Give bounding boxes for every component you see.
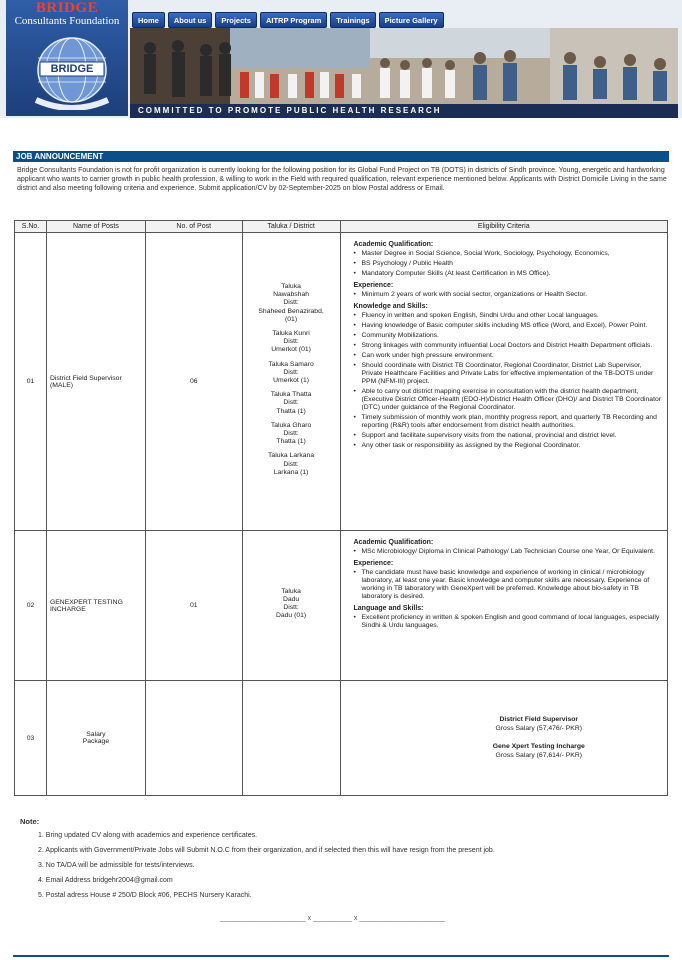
criteria-list: [354, 548, 665, 556]
criteria-item: • Strong linkages with community influential Local Doctors and District Health Department officials.: [354, 342, 665, 350]
col-name-of-posts: Name of Posts: [46, 221, 145, 233]
header-photo-banner: [130, 28, 678, 104]
criteria-item: • Excellent proficiency in written & spoken English and good command of local languages, especially Sindhi & Urdu languages.: [354, 614, 665, 630]
row-sno: 03: [15, 681, 47, 796]
criteria-list: [354, 312, 665, 450]
district-line: Dadu (01): [275, 612, 307, 620]
tagline: COMMITTED TO PROMOTE PUBLIC HEALTH RESEARCH: [138, 106, 442, 115]
district-line: Umerkot (1): [273, 377, 310, 384]
brand-title: BRIDGE: [35, 0, 99, 16]
district-block: [246, 422, 337, 447]
district-line: Distt:: [283, 430, 299, 438]
criteria-section-title: Academic Qualification:: [353, 539, 434, 546]
criteria-item: • Able to carry out district mapping exercise in consultation with the district health department, (Executive District Officer-Health (EDO-H)/District Health Officer (DHO)/ and District TB Coordinator (DTC) under guidance of the Regional Coordinator.: [354, 388, 665, 412]
salary-title: District Field Supervisor: [499, 716, 579, 723]
criteria-list: [354, 250, 665, 278]
district-line: Distt:: [283, 338, 299, 346]
note-item: 2. Applicants with Government/Private Jobs will Submit N.O.C from their organization, and if selected then this will have resign from the present job.: [38, 847, 495, 854]
district-line: Shaheed Benazirabd,: [258, 307, 324, 315]
salary-package-label: Salary Package: [82, 731, 110, 745]
district-line: Distt:: [283, 460, 299, 468]
notes-title: Note:: [20, 817, 40, 826]
col-no-of-post: No. of Post: [145, 221, 242, 233]
district-line: Umerkot (01): [271, 346, 311, 354]
district-block: [246, 361, 337, 386]
district-line: Thatta (1): [276, 407, 306, 415]
salary-title: Gene Xpert Testing Incharge: [492, 743, 585, 750]
district-block: [246, 283, 337, 324]
salary-amount: Gross Salary (57,476/- PKR): [495, 724, 582, 732]
district-line: Taluka: [281, 587, 301, 595]
district-line: Thatta (1): [276, 438, 306, 446]
criteria-item: • Minimum 2 years of work with social sector, organizations or Health Sector.: [354, 291, 665, 299]
table-header-row: [15, 221, 668, 233]
row-sno: 01: [15, 233, 47, 531]
nav-about-us[interactable]: About us: [168, 12, 213, 28]
row-post-count-empty: [145, 681, 242, 796]
criteria-section-title: Knowledge and Skills:: [353, 303, 428, 310]
row-eligibility: [340, 531, 668, 681]
criteria-item: • BS Psychology / Public Health: [354, 260, 665, 268]
salary-amount: Gross Salary (67,614/- PKR): [495, 751, 582, 759]
signature-line: ______________________ x __________ x ______________________: [220, 915, 446, 922]
district-line: Taluka Kunri: [272, 329, 310, 337]
district-line: Taluka Samaro: [268, 360, 314, 368]
table-row: [15, 681, 668, 796]
table-row: [15, 233, 668, 531]
main-nav: [132, 12, 468, 28]
criteria-item: • Timely submission of monthly work plan, monthly progress report, and quarterly TB Recording and reporting (R&R) tools after endorsement from district health authorities.: [354, 414, 665, 430]
row-districts: [242, 531, 340, 681]
criteria-list: [354, 291, 665, 299]
district-line: Larkana (1): [273, 468, 309, 476]
row-districts: [242, 233, 340, 531]
criteria-section-title: Academic Qualification:: [353, 241, 434, 248]
nav-picture-gallery[interactable]: Picture Gallery: [379, 12, 444, 28]
criteria-item: • Should coordinate with District TB Coordinator, Regional Coordinator, District Lab Supervisor, Private Healthcare Facilities and Private Labs for effective implementation of the TB-DOTS under PPM (NFM-III) project.: [354, 362, 665, 386]
footer-divider: [13, 955, 669, 957]
salary-block: [414, 716, 665, 760]
district-block: [246, 391, 337, 416]
table-row: [15, 531, 668, 681]
district-block: [246, 588, 337, 621]
job-announcement-heading: JOB ANNOUNCEMENT: [16, 152, 104, 161]
district-line: Dadu: [282, 595, 300, 603]
row-post-count: 06: [145, 233, 242, 531]
group-photo-image: [130, 28, 678, 104]
col-eligibility-criteria: Eligibility Criteria: [340, 221, 668, 233]
district-line: Distt:: [283, 368, 299, 376]
criteria-item: • Having knowledge of Basic computer skills including MS office (Word, and Excel), Power Point.: [354, 322, 665, 330]
criteria-item: • The candidate must have basic knowledge and experience of working in clinical / microbiology laboratory, at least one year. Basic knowledge and computer skills are necessary. Experience of working in TB laboratory with GeneXpert will be preferred. Knowledge about bio-safety in TB laboratory is desired.: [354, 569, 665, 601]
note-item-email[interactable]: 4. Email Address bridgehr2004@gmail.com: [38, 877, 173, 884]
district-line: Distt:: [283, 399, 299, 407]
nav-aitrp-program[interactable]: AITRP Program: [260, 12, 327, 28]
nav-trainings[interactable]: Trainings: [330, 12, 375, 28]
row-sno: 02: [15, 531, 47, 681]
district-line: Taluka Larkana: [268, 452, 315, 460]
brand-logo[interactable]: [6, 0, 128, 116]
row-post-count: 01: [145, 531, 242, 681]
note-item: 5. Postal adress House # 250/D Block #06, PECHS Nursery Karachi.: [38, 892, 252, 899]
district-block: [246, 330, 337, 355]
district-line: Taluka: [281, 282, 301, 290]
criteria-item: • MSc Microbiology/ Diploma in Clinical Pathology/ Lab Technician Course one Year, Or Equivalent.: [354, 548, 665, 556]
job-announcement-bar: [13, 151, 669, 162]
note-item: 1. Bring updated CV along with academics and experience certificates.: [38, 832, 258, 839]
col-sno: S.No.: [15, 221, 47, 233]
district-line: Distt:: [283, 299, 299, 307]
row-eligibility: [340, 233, 668, 531]
criteria-list: [354, 569, 665, 601]
criteria-item: • Master Degree in Social Science, Social Work, Sociology, Psychology, Economics,: [354, 250, 665, 258]
district-line: Taluka Thatta: [270, 391, 312, 399]
notes-section: [20, 817, 660, 907]
row-post-name: [46, 681, 145, 796]
globe-label: BRIDGE: [50, 63, 94, 75]
criteria-item: • Can work under high pressure environment.: [354, 352, 665, 360]
row-salary: [340, 681, 668, 796]
criteria-item: • Any other task or responsibility as assigned by the Regional Coordinator.: [354, 442, 665, 450]
criteria-section-title: Language and Skills:: [353, 605, 424, 612]
note-item: 3. No TA/DA will be admissible for tests/interviews.: [38, 862, 195, 869]
district-line: Distt:: [283, 604, 299, 611]
criteria-section-title: Experience:: [353, 282, 394, 289]
criteria-section-title: Experience:: [353, 560, 394, 567]
criteria-list: [354, 614, 665, 630]
tagline-bar: [130, 104, 678, 118]
announcement-intro: Bridge Consultants Foundation is not for profit organization is currently looking for the following position for its Global Fund Project on TB (DOTS) in districts of Sindh province. Young, energetic and hardworking applicant who wants to carrier growth in public health profession, & willing to work in the Field with required qualification, relevant experience mentioned below. Applicants with District Domicile Living in the same district and also meeting following criteria and experience. Submit application/CV by 02-September-2025 on blow Postal address or Email.: [17, 167, 667, 192]
notes-list: [20, 832, 660, 900]
row-post-name: GENEXPERT TESTING INCHARGE: [46, 531, 145, 681]
criteria-item: • Mandatory Computer Skills (At least Certification in MS Office).: [354, 270, 665, 278]
row-districts-empty: [242, 681, 340, 796]
row-post-name: District Field Supervisor (MALE): [46, 233, 145, 531]
criteria-item: • Support and facilitate supervisory visits from the national, provincial and district level.: [354, 432, 665, 440]
jobs-table: [14, 220, 668, 796]
district-line: Taluka Gharo: [270, 421, 312, 429]
brand-subtitle: Consultants Foundation: [14, 15, 120, 27]
district-line: (01): [285, 315, 298, 323]
district-block: [246, 452, 337, 477]
nav-projects[interactable]: Projects: [215, 12, 257, 28]
col-taluka-district: Taluka / District: [242, 221, 340, 233]
nav-home[interactable]: Home: [132, 12, 165, 28]
criteria-item: • Community Mobilizations.: [354, 332, 665, 340]
site-header: [0, 0, 682, 118]
district-line: Nawabshah: [273, 291, 310, 299]
criteria-item: • Fluency in written and spoken English, Sindhi Urdu and other Local languages.: [354, 312, 665, 320]
